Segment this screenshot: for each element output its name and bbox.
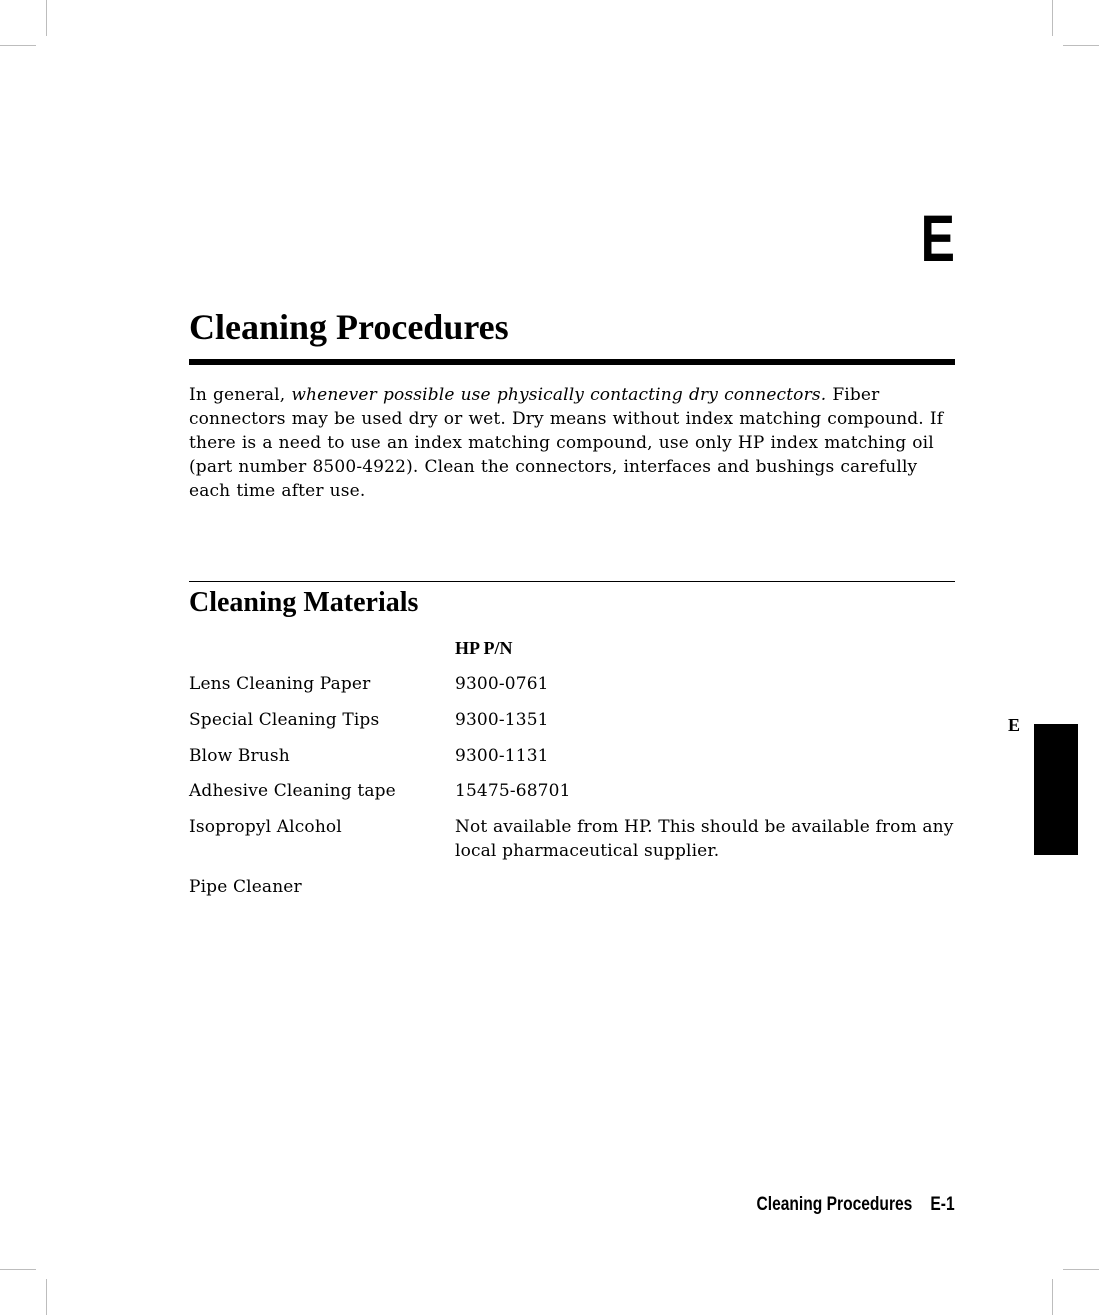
crop-mark-bottom-left	[46, 1279, 47, 1315]
page-title: Cleaning Procedures	[189, 307, 509, 347]
material-name: Lens Cleaning Paper	[189, 674, 371, 694]
chapter-letter: E	[920, 201, 955, 275]
material-name: Isopropyl Alcohol	[189, 817, 342, 837]
material-name: Adhesive Cleaning tape	[189, 781, 396, 801]
title-rule	[189, 359, 955, 365]
material-name: Special Cleaning Tips	[189, 710, 380, 730]
material-part-number: Not available from HP. This should be available from any local pharmaceutical supplier.	[455, 817, 954, 861]
material-part-number: 9300-0761	[455, 674, 549, 694]
side-tab	[1034, 724, 1078, 855]
material-name: Blow Brush	[189, 746, 290, 766]
section-title: Cleaning Materials	[189, 587, 419, 618]
crop-mark-top-left	[0, 45, 36, 46]
section-rule	[189, 581, 955, 582]
crop-mark-bottom-left	[0, 1269, 36, 1270]
footer-page-number: E-1	[930, 1194, 955, 1215]
crop-mark-top-right	[1063, 45, 1099, 46]
crop-mark-top-left	[46, 0, 47, 36]
crop-mark-top-right	[1052, 0, 1053, 36]
footer-section-name: Cleaning Procedures	[756, 1194, 913, 1215]
column-header-part-number: HP P/N	[455, 638, 513, 658]
material-part-number: 9300-1131	[455, 746, 549, 766]
side-tab-letter: E	[1008, 715, 1021, 735]
intro-paragraph	[189, 383, 959, 503]
intro-lead: In general,	[189, 385, 292, 405]
intro-rest: Fiber connectors may be used dry or wet. Dry means without index matching compound. If there is a need to use an index matching compound, use only HP index matching oil (part number 8500-4922). Clean the connectors, interfaces and bushings carefully each time after use.	[189, 385, 944, 501]
material-name: Pipe Cleaner	[189, 877, 302, 897]
crop-mark-bottom-right	[1063, 1269, 1099, 1270]
page-footer	[757, 1192, 955, 1218]
intro-emphasis: whenever possible use physically contacting dry connectors.	[291, 385, 827, 405]
material-part-number: 9300-1351	[455, 710, 549, 730]
material-part-number: 15475-68701	[455, 781, 571, 801]
crop-mark-bottom-right	[1052, 1279, 1053, 1315]
